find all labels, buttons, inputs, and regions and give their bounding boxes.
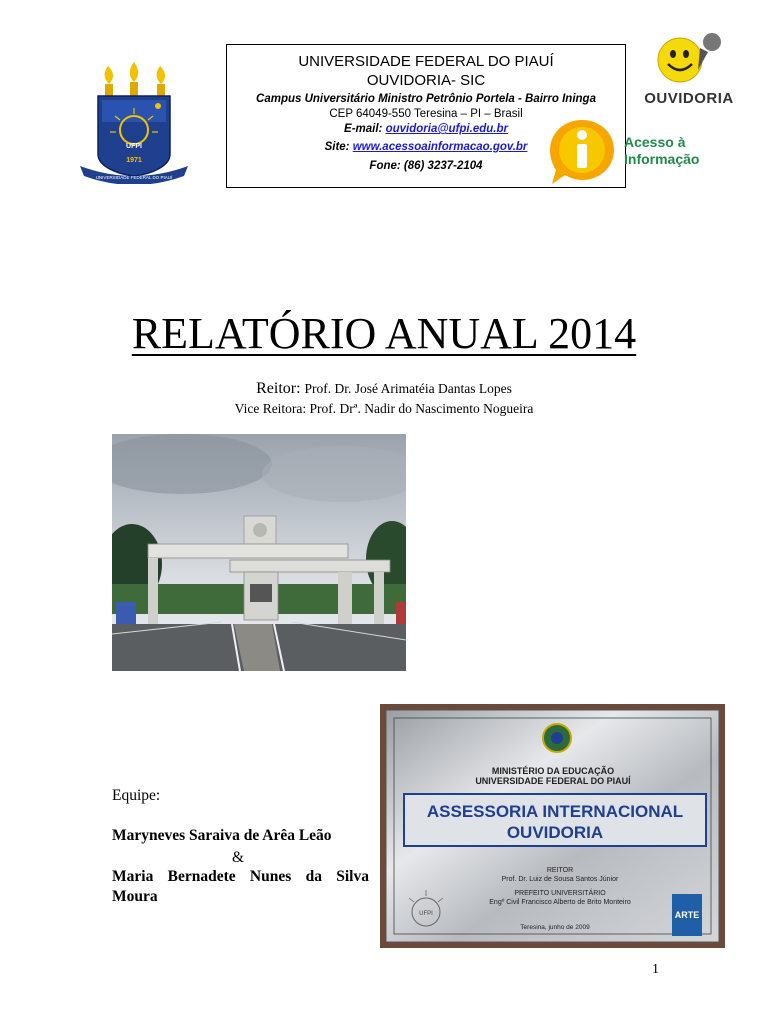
plaque-prefeito-label: PREFEITO UNIVERSITÁRIO [514,890,606,897]
plaque-badge: UFPI [419,911,433,917]
svg-text:1971: 1971 [126,157,142,164]
smiley-megaphone-icon [640,30,738,90]
phone-line: Fone: (86) 3237-2104 [369,160,483,172]
rector-name: Prof. Dr. José Arimatéia Dantas Lopes [304,381,512,396]
team-member-2-line1: Maria Bernadete Nunes da Silva [112,868,369,885]
team-member-1: Maryneves Saraiva de Arêa Leão [112,827,332,844]
campus-address: Campus Universitário Ministro Petrônio Portela - Bairro Ininga [256,93,596,105]
university-name: UNIVERSIDADE FEDERAL DO PIAUÍ [298,53,554,70]
email-link[interactable]: ouvidoria@ufpi.edu.br [385,123,508,135]
team-ampersand: & [232,849,245,866]
page-number: 1 [652,962,659,977]
acesso-informacao-logo [624,134,699,168]
site-link[interactable]: www.acessoainformacao.gov.br [352,141,528,153]
acesso-line2: Informação [624,151,700,167]
svg-text:UNIVERSIDADE FEDERAL DO PIAUÍ: UNIVERSIDADE FEDERAL DO PIAUÍ [95,175,173,180]
page-title [0,308,768,359]
team-label: Equipe: [112,787,161,804]
plaque-university: UNIVERSIDADE FEDERAL DO PIAUÍ [475,776,631,786]
university-crest-icon [78,58,190,184]
rector-line [0,380,768,398]
vice-rector-line: Vice Reitora: Prof. Drª. Nadir do Nascimento Nogueira [234,401,534,416]
page-title-text: RELATÓRIO ANUAL 2014 [131,309,637,358]
team-member-2-line2: Moura [112,888,158,905]
ouvidoria-logo [640,30,738,112]
dedication-plaque [380,704,725,948]
email-label: E-mail: [344,123,386,135]
plaque-image [380,704,725,948]
plaque-date: Teresina, junho de 2009 [520,924,590,931]
site-label: Site: [324,141,353,153]
plaque-prefeito-name: Engº Civil Francisco Alberto de Brito Monteiro [489,899,631,906]
postal-address: CEP 64049-550 Teresina – PI – Brasil [329,108,523,120]
campus-gate-photo [112,434,406,671]
rector-label: Reitor: [256,380,305,397]
plaque-dept2: OUVIDORIA [506,823,604,842]
svg-text:UFPI: UFPI [126,143,142,150]
acesso-line1: Acesso à [624,134,686,150]
torch-icon [105,62,165,96]
plaque-ministry: MINISTÉRIO DA EDUCAÇÃO [491,766,615,776]
plaque-side-badge: ARTE [674,910,700,920]
ouvidoria-logo-text: OUVIDORIA [644,90,734,107]
office-name: OUVIDORIA- SIC [366,72,486,89]
info-bubble-icon [548,118,616,188]
plaque-dept1: ASSESSORIA INTERNACIONAL [426,802,684,821]
plaque-reitor-label: REITOR [546,867,574,874]
plaque-reitor-name: Prof. Dr. Luiz de Sousa Santos Júnior [501,876,619,883]
